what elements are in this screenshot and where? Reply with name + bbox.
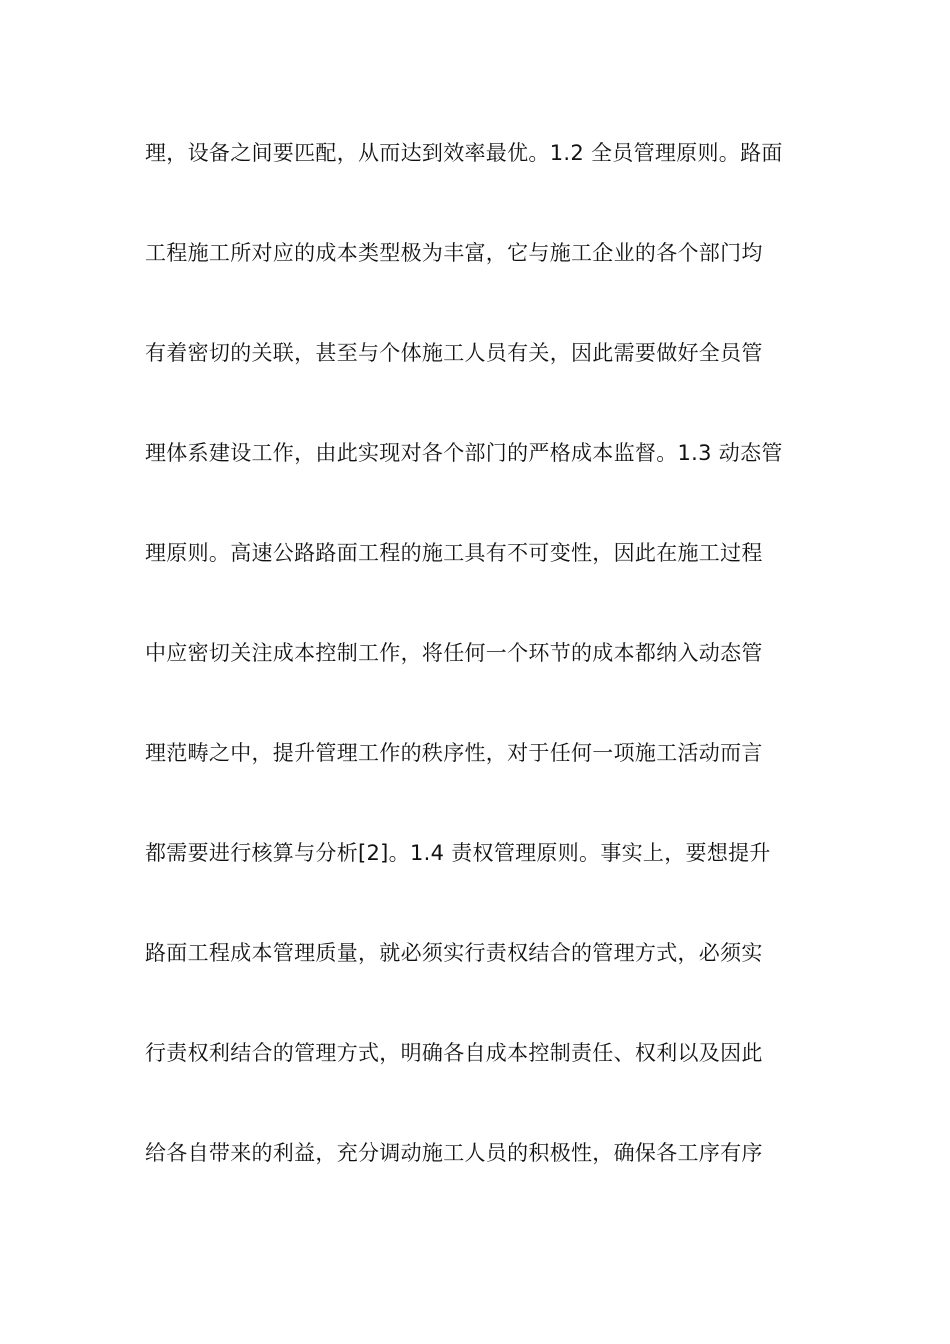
text-line: 理，设备之间要匹配，从而达到效率最优。1.2 全员管理原则。路面	[145, 141, 783, 165]
text-line: 理体系建设工作，由此实现对各个部门的严格成本监督。1.3 动态管	[145, 441, 783, 465]
text-line: 给各自带来的利益，充分调动施工人员的积极性，确保各工序有序	[145, 1141, 763, 1165]
text-line: 理范畴之中，提升管理工作的秩序性，对于任何一项施工活动而言	[145, 741, 763, 765]
text-line: 理原则。高速公路路面工程的施工具有不可变性，因此在施工过程	[145, 541, 763, 565]
text-line: 行责权利结合的管理方式，明确各自成本控制责任、权利以及因此	[145, 1041, 763, 1065]
text-line: 工程施工所对应的成本类型极为丰富，它与施工企业的各个部门均	[145, 241, 763, 265]
text-line: 都需要进行核算与分析[2]。1.4 责权管理原则。事实上，要想提升	[145, 841, 771, 865]
text-line: 中应密切关注成本控制工作，将任何一个环节的成本都纳入动态管	[145, 641, 763, 665]
body-text	[145, 131, 815, 1231]
text-line: 路面工程成本管理质量，就必须实行责权结合的管理方式，必须实	[145, 941, 763, 965]
text-line: 有着密切的关联，甚至与个体施工人员有关，因此需要做好全员管	[145, 341, 763, 365]
